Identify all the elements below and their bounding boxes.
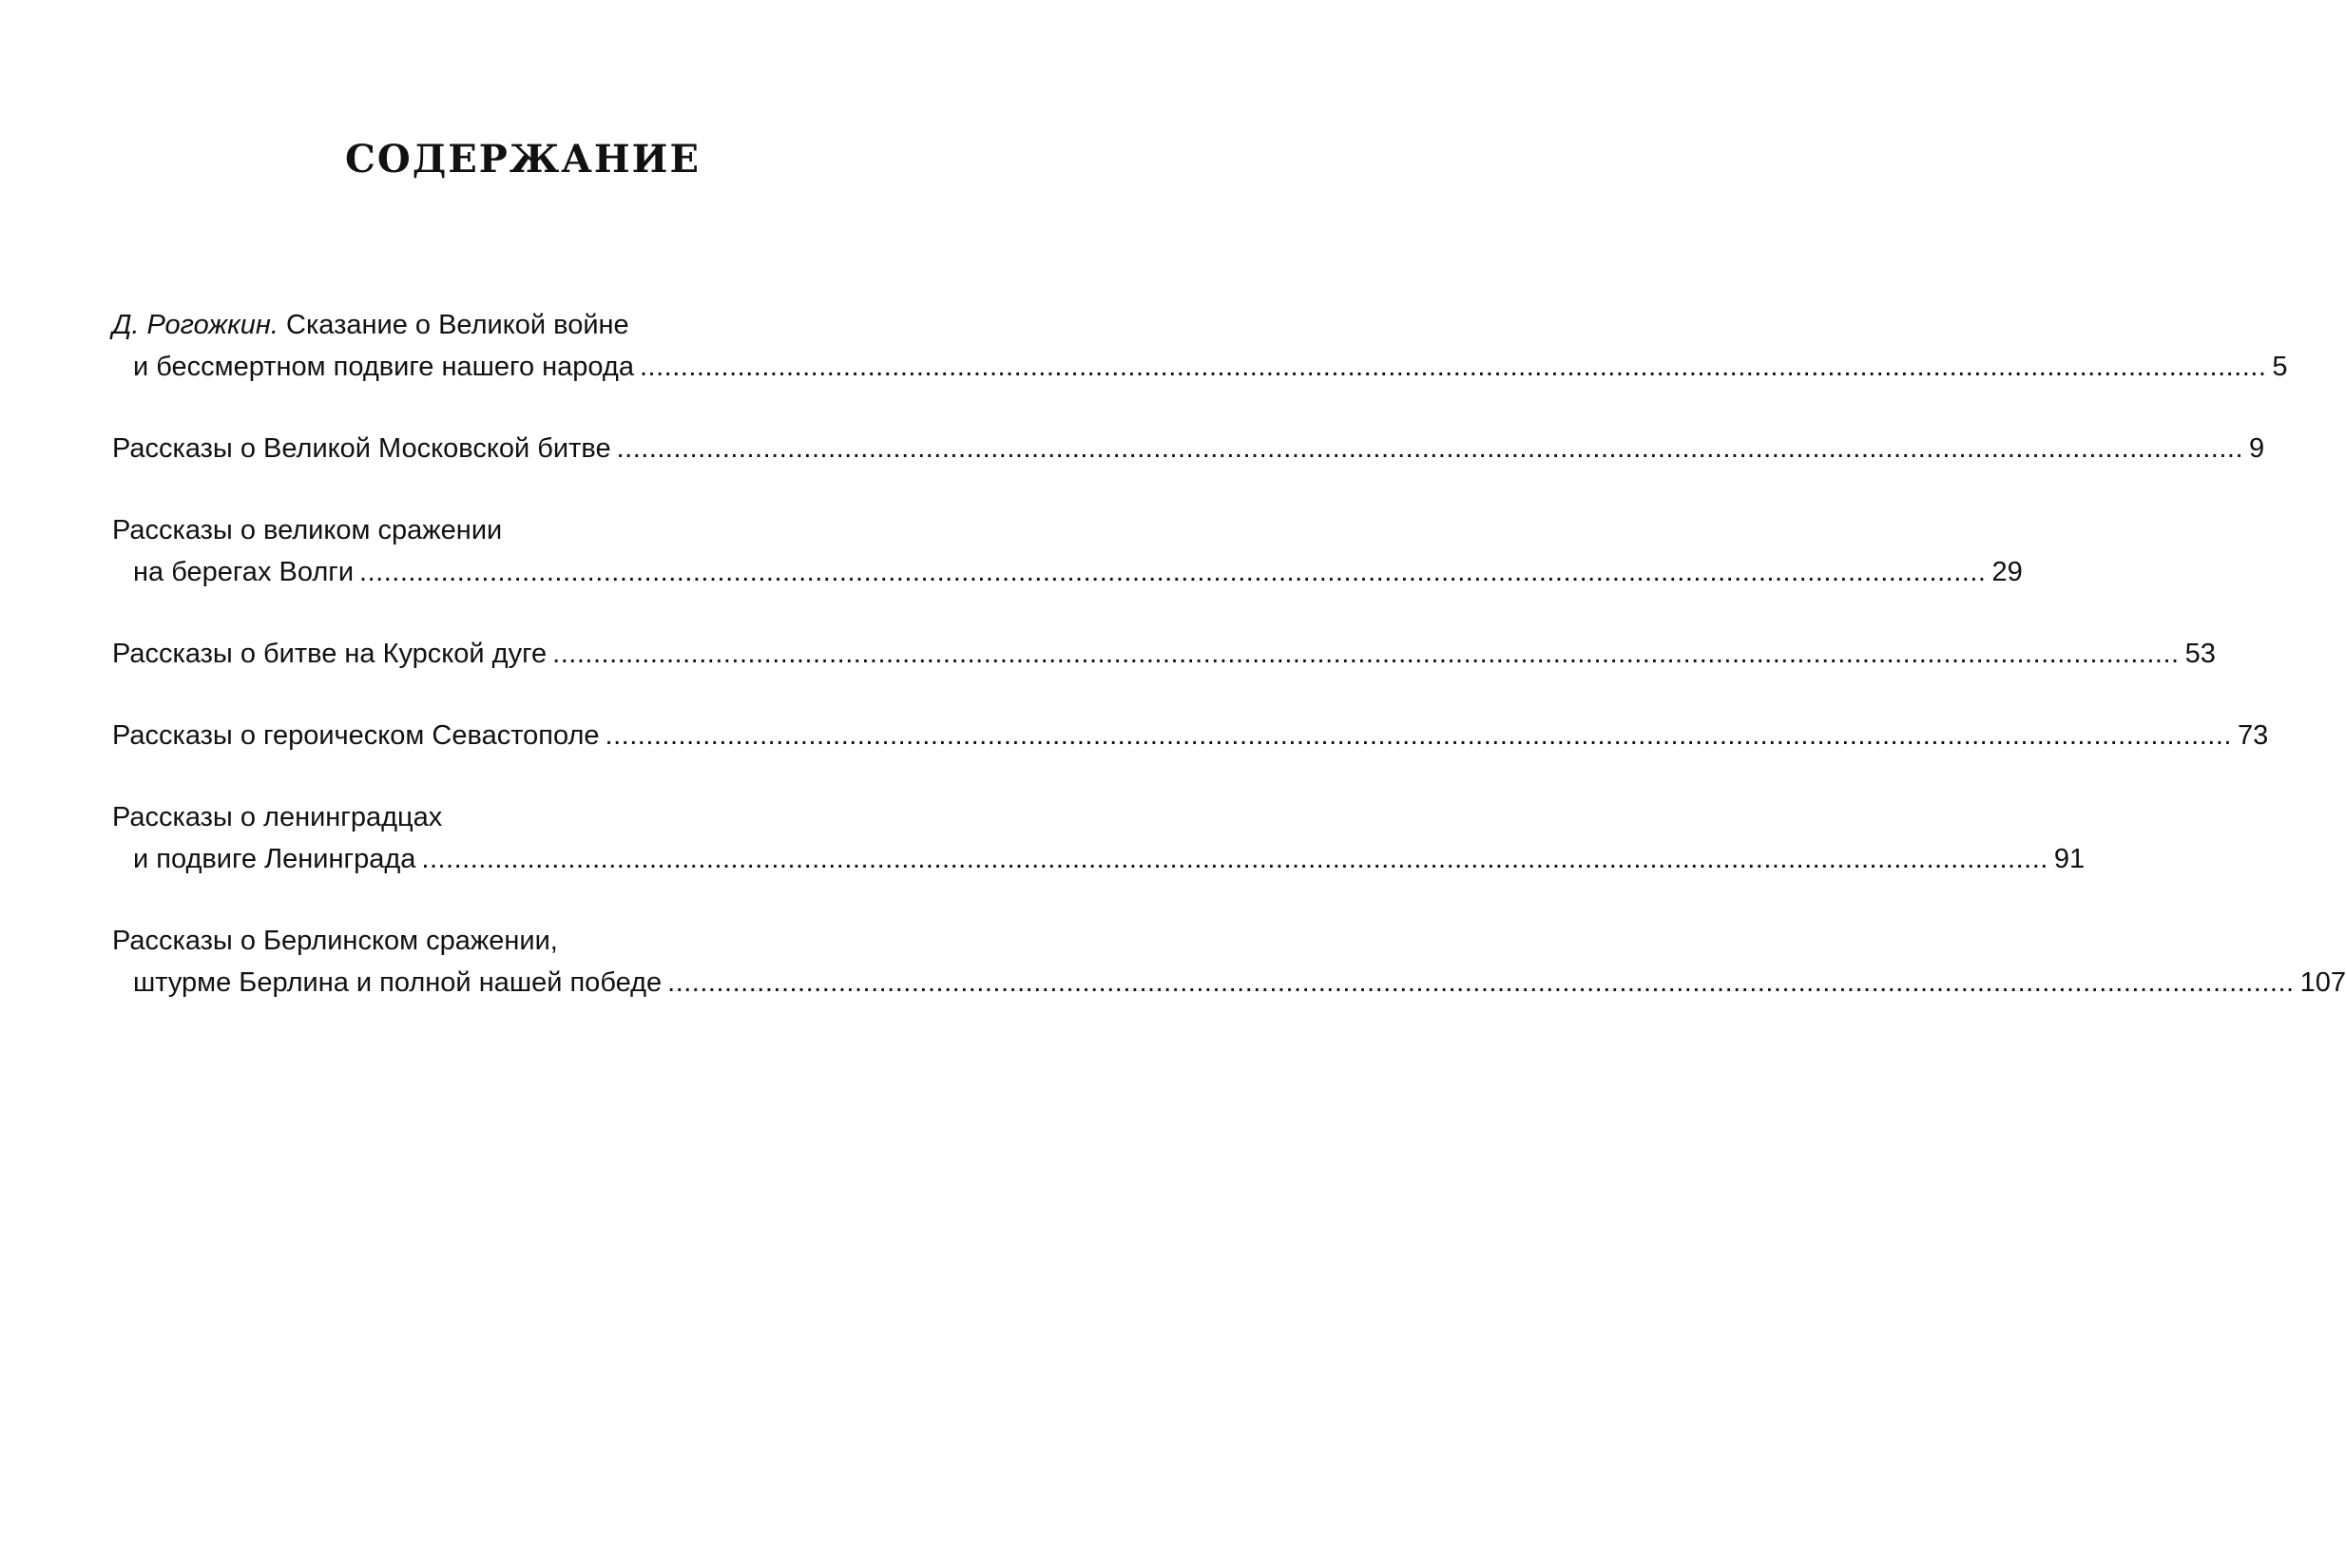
toc-entry-title: на берегах Волги bbox=[133, 557, 355, 587]
toc-entry bbox=[112, 796, 2086, 880]
toc-entry-author: Д. Рогожкин. bbox=[112, 310, 279, 340]
toc-entry bbox=[112, 509, 2023, 593]
toc-entry-line bbox=[112, 428, 2265, 469]
toc-entry-page: 107 bbox=[2299, 967, 2346, 998]
toc-entry-line bbox=[112, 838, 2086, 880]
toc-entry bbox=[112, 715, 2269, 756]
dot-leader: ........................................................................................................................................................................................................ bbox=[616, 433, 2244, 464]
dot-leader: ........................................................................................................................................................................................................ bbox=[639, 352, 2267, 382]
toc-entry-line bbox=[112, 920, 890, 962]
toc-entry-title: штурме Берлина и полной нашей победе bbox=[133, 967, 663, 998]
dot-leader: ........................................................................................................................................................................................................ bbox=[667, 967, 2295, 998]
toc-entry-title: Сказание о Великой войне bbox=[286, 310, 629, 340]
toc-entry-title: Рассказы о ленинградцах bbox=[112, 802, 443, 832]
toc-entry-title: Рассказы о битве на Курской дуге bbox=[112, 639, 548, 669]
toc-entry-line bbox=[112, 509, 890, 551]
toc-entry bbox=[112, 633, 2216, 675]
toc-entry-page: 9 bbox=[2249, 433, 2265, 464]
toc-entry bbox=[112, 304, 2288, 388]
toc-entry-line bbox=[112, 304, 890, 346]
toc-entry-line bbox=[112, 962, 2346, 1004]
toc-entry-page: 73 bbox=[2237, 720, 2269, 751]
dot-leader: ........................................................................................................................................................................................................ bbox=[421, 844, 2048, 874]
dot-leader: ........................................................................................................................................................................................................ bbox=[359, 557, 1987, 587]
toc-entry-page: 5 bbox=[2272, 352, 2288, 382]
toc-entry-line bbox=[112, 551, 2023, 593]
toc-entry-title: и бессмертном подвиге нашего народа bbox=[133, 352, 634, 382]
toc-entry-title: Рассказы о великом сражении bbox=[112, 515, 503, 545]
toc-entry-title: Рассказы о Великой Московской битве bbox=[112, 433, 611, 464]
toc-entry-page: 53 bbox=[2184, 639, 2216, 669]
toc-entry-title: и подвиге Ленинграда bbox=[133, 844, 416, 874]
toc-entry-line bbox=[112, 715, 2269, 756]
table-of-contents bbox=[112, 304, 2346, 1004]
toc-entry-page: 29 bbox=[1991, 557, 2023, 587]
toc-entry bbox=[112, 920, 2346, 1004]
page-title: СОДЕРЖАНИЕ bbox=[345, 137, 701, 182]
toc-entry-line bbox=[112, 346, 2288, 388]
toc-entry-title: Рассказы о Берлинском сражении, bbox=[112, 926, 558, 956]
toc-entry-line bbox=[112, 633, 2216, 675]
dot-leader: ........................................................................................................................................................................................................ bbox=[552, 639, 2180, 669]
dot-leader: ........................................................................................................................................................................................................ bbox=[605, 720, 2232, 751]
toc-entry-page: 91 bbox=[2053, 844, 2086, 874]
toc-entry-line bbox=[112, 796, 890, 838]
toc-entry-title: Рассказы о героическом Севастополе bbox=[112, 720, 600, 751]
toc-entry bbox=[112, 428, 2265, 469]
